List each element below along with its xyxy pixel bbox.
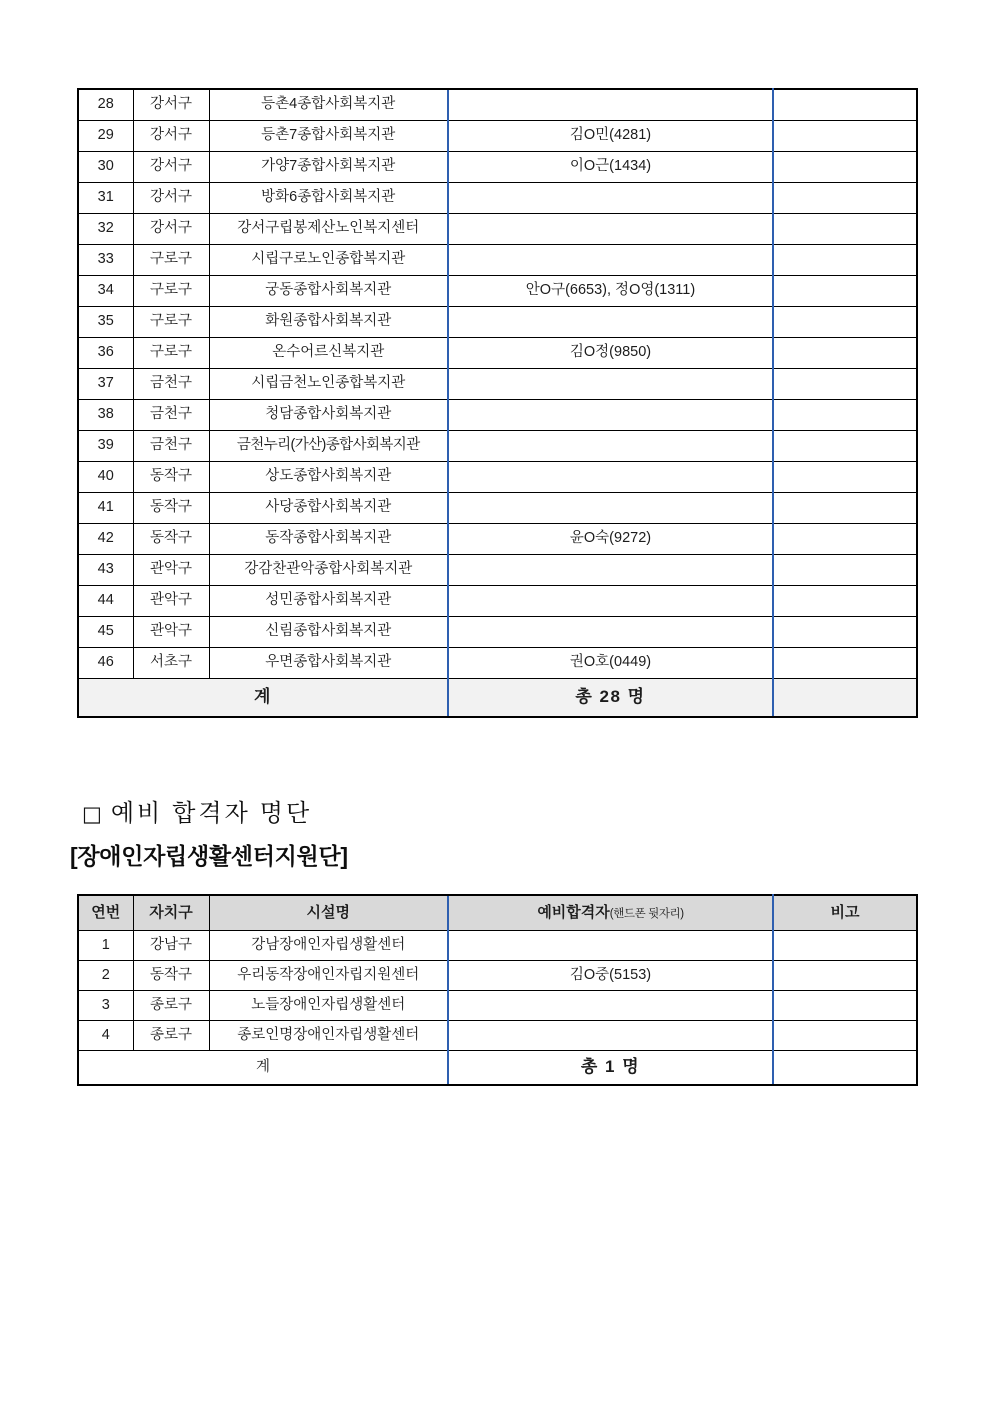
preliminary-applicants-table: [77, 894, 918, 1086]
cell-name: [448, 586, 773, 617]
cell-memo: [773, 183, 917, 214]
prelim-col-header-memo: 비고: [773, 895, 917, 931]
total-row: [78, 1051, 917, 1086]
cell-facility: 시립구로노인종합복지관: [209, 245, 448, 276]
cell-district: 구로구: [133, 245, 209, 276]
cell-facility: 상도종합사회복지관: [209, 462, 448, 493]
table-row: [78, 245, 917, 276]
total-value: 총 28 명: [448, 679, 773, 718]
cell-no: 28: [78, 89, 133, 121]
cell-no: 2: [78, 961, 133, 991]
total-row: [78, 679, 917, 718]
cell-facility: 온수어르신복지관: [209, 338, 448, 369]
table-row: [78, 400, 917, 431]
cell-facility: 강감찬관악종합사회복지관: [209, 555, 448, 586]
prelim-col-header-name-main: 예비합격자: [537, 903, 610, 921]
cell-no: 30: [78, 152, 133, 183]
table-row: [78, 586, 917, 617]
cell-facility: 방화6종합사회복지관: [209, 183, 448, 214]
cell-facility: 화원종합사회복지관: [209, 307, 448, 338]
cell-memo: [773, 493, 917, 524]
cell-no: 36: [78, 338, 133, 369]
cell-district: 강남구: [133, 931, 209, 961]
cell-no: 29: [78, 121, 133, 152]
table-row: [78, 524, 917, 555]
table-row: [78, 462, 917, 493]
cell-name: 윤O숙(9272): [448, 524, 773, 555]
cell-facility: 노들장애인자립생활센터: [209, 991, 448, 1021]
cell-district: 동작구: [133, 462, 209, 493]
cell-name: [448, 555, 773, 586]
cell-memo: [773, 276, 917, 307]
total-memo: [773, 1051, 917, 1086]
cell-memo: [773, 152, 917, 183]
square-bullet-icon: □: [82, 802, 102, 826]
cell-memo: [773, 431, 917, 462]
total-label: 계: [78, 1051, 448, 1086]
cell-facility: 우면종합사회복지관: [209, 648, 448, 679]
cell-memo: [773, 617, 917, 648]
cell-facility: 등촌4종합사회복지관: [209, 89, 448, 121]
cell-memo: [773, 961, 917, 991]
cell-no: 32: [78, 214, 133, 245]
cell-memo: [773, 524, 917, 555]
cell-name: [448, 214, 773, 245]
total-memo: [773, 679, 917, 718]
table-row: [78, 555, 917, 586]
cell-district: 종로구: [133, 991, 209, 1021]
cell-district: 강서구: [133, 214, 209, 245]
cell-district: 금천구: [133, 369, 209, 400]
cell-no: 39: [78, 431, 133, 462]
cell-memo: [773, 245, 917, 276]
cell-facility: 시립금천노인종합복지관: [209, 369, 448, 400]
prelim-col-header-district: 자치구: [133, 895, 209, 931]
cell-no: 1: [78, 931, 133, 961]
cell-district: 금천구: [133, 431, 209, 462]
cell-district: 강서구: [133, 152, 209, 183]
table-row: [78, 369, 917, 400]
table-row: [78, 307, 917, 338]
cell-name: [448, 183, 773, 214]
prelim-col-header-name-note: (핸드폰 뒷자리): [609, 907, 684, 920]
cell-district: 강서구: [133, 89, 209, 121]
cell-name: [448, 400, 773, 431]
cell-no: 44: [78, 586, 133, 617]
cell-name: 안O구(6653), 정O영(1311): [448, 276, 773, 307]
cell-name: [448, 89, 773, 121]
cell-name: [448, 617, 773, 648]
prelim-section-heading: [82, 793, 312, 828]
cell-memo: [773, 931, 917, 961]
cell-facility: 성민종합사회복지관: [209, 586, 448, 617]
cell-memo: [773, 369, 917, 400]
cell-district: 구로구: [133, 338, 209, 369]
cell-memo: [773, 555, 917, 586]
cell-no: 45: [78, 617, 133, 648]
cell-memo: [773, 462, 917, 493]
cell-district: 동작구: [133, 493, 209, 524]
cell-district: 동작구: [133, 961, 209, 991]
cell-name: [448, 493, 773, 524]
cell-no: 46: [78, 648, 133, 679]
prelim-col-header-facility: 시설명: [209, 895, 448, 931]
table-row: [78, 493, 917, 524]
table-row: [78, 431, 917, 462]
cell-name: [448, 307, 773, 338]
table-row: [78, 276, 917, 307]
cell-facility: 강서구립봉제산노인복지센터: [209, 214, 448, 245]
cell-memo: [773, 648, 917, 679]
cell-district: 관악구: [133, 555, 209, 586]
cell-name: 김O중(5153): [448, 961, 773, 991]
cell-no: 37: [78, 369, 133, 400]
prelim-header-row: [78, 895, 917, 931]
cell-no: 41: [78, 493, 133, 524]
table-row: [78, 1021, 917, 1051]
cell-facility: 청담종합사회복지관: [209, 400, 448, 431]
table-row: [78, 121, 917, 152]
cell-name: [448, 931, 773, 961]
cell-no: 31: [78, 183, 133, 214]
cell-district: 동작구: [133, 524, 209, 555]
cell-name: 이O근(1434): [448, 152, 773, 183]
table-row: [78, 183, 917, 214]
cell-district: 관악구: [133, 617, 209, 648]
total-label: 계: [78, 679, 448, 718]
cell-facility: 등촌7종합사회복지관: [209, 121, 448, 152]
cell-no: 43: [78, 555, 133, 586]
cell-memo: [773, 214, 917, 245]
cell-district: 강서구: [133, 183, 209, 214]
cell-no: 33: [78, 245, 133, 276]
cell-memo: [773, 1021, 917, 1051]
cell-facility: 신림종합사회복지관: [209, 617, 448, 648]
cell-name: 김O민(4281): [448, 121, 773, 152]
cell-name: [448, 462, 773, 493]
cell-name: [448, 991, 773, 1021]
main-table-body: [78, 89, 917, 717]
cell-facility: 금천누리(가산)종합사회복지관: [209, 431, 448, 462]
cell-no: 4: [78, 1021, 133, 1051]
prelim-section-subheading: [장애인자립생활센터지원단]: [70, 843, 348, 869]
cell-facility: 사당종합사회복지관: [209, 493, 448, 524]
cell-no: 3: [78, 991, 133, 1021]
cell-facility: 궁동종합사회복지관: [209, 276, 448, 307]
cell-district: 관악구: [133, 586, 209, 617]
cell-name: [448, 431, 773, 462]
cell-name: 김O정(9850): [448, 338, 773, 369]
cell-name: 권O호(0449): [448, 648, 773, 679]
prelim-table-head: [78, 895, 917, 931]
cell-district: 서초구: [133, 648, 209, 679]
cell-district: 구로구: [133, 276, 209, 307]
prelim-col-header-name: [448, 895, 773, 931]
cell-facility: 동작종합사회복지관: [209, 524, 448, 555]
prelim-table-body: [78, 931, 917, 1086]
cell-name: [448, 1021, 773, 1051]
cell-memo: [773, 991, 917, 1021]
cell-memo: [773, 89, 917, 121]
table-row: [78, 152, 917, 183]
table-row: [78, 991, 917, 1021]
cell-facility: 강남장애인자립생활센터: [209, 931, 448, 961]
cell-district: 금천구: [133, 400, 209, 431]
table-row: [78, 931, 917, 961]
cell-no: 34: [78, 276, 133, 307]
cell-memo: [773, 400, 917, 431]
successful-applicants-table: [77, 88, 918, 718]
cell-memo: [773, 586, 917, 617]
cell-name: [448, 245, 773, 276]
prelim-col-header-no: 연번: [78, 895, 133, 931]
cell-facility: 가양7종합사회복지관: [209, 152, 448, 183]
cell-name: [448, 369, 773, 400]
cell-facility: 우리동작장애인자립지원센터: [209, 961, 448, 991]
cell-no: 40: [78, 462, 133, 493]
cell-district: 강서구: [133, 121, 209, 152]
cell-no: 38: [78, 400, 133, 431]
cell-no: 42: [78, 524, 133, 555]
total-value: 총 1 명: [448, 1051, 773, 1086]
cell-district: 구로구: [133, 307, 209, 338]
table-row: [78, 617, 917, 648]
cell-memo: [773, 307, 917, 338]
table-row: [78, 214, 917, 245]
table-row: [78, 961, 917, 991]
table-row: [78, 648, 917, 679]
cell-district: 종로구: [133, 1021, 209, 1051]
cell-memo: [773, 338, 917, 369]
cell-memo: [773, 121, 917, 152]
cell-facility: 종로인명장애인자립생활센터: [209, 1021, 448, 1051]
table-row: [78, 338, 917, 369]
prelim-section-heading-text: 예비 합격자 명단: [110, 801, 313, 827]
cell-no: 35: [78, 307, 133, 338]
table-row: [78, 89, 917, 121]
